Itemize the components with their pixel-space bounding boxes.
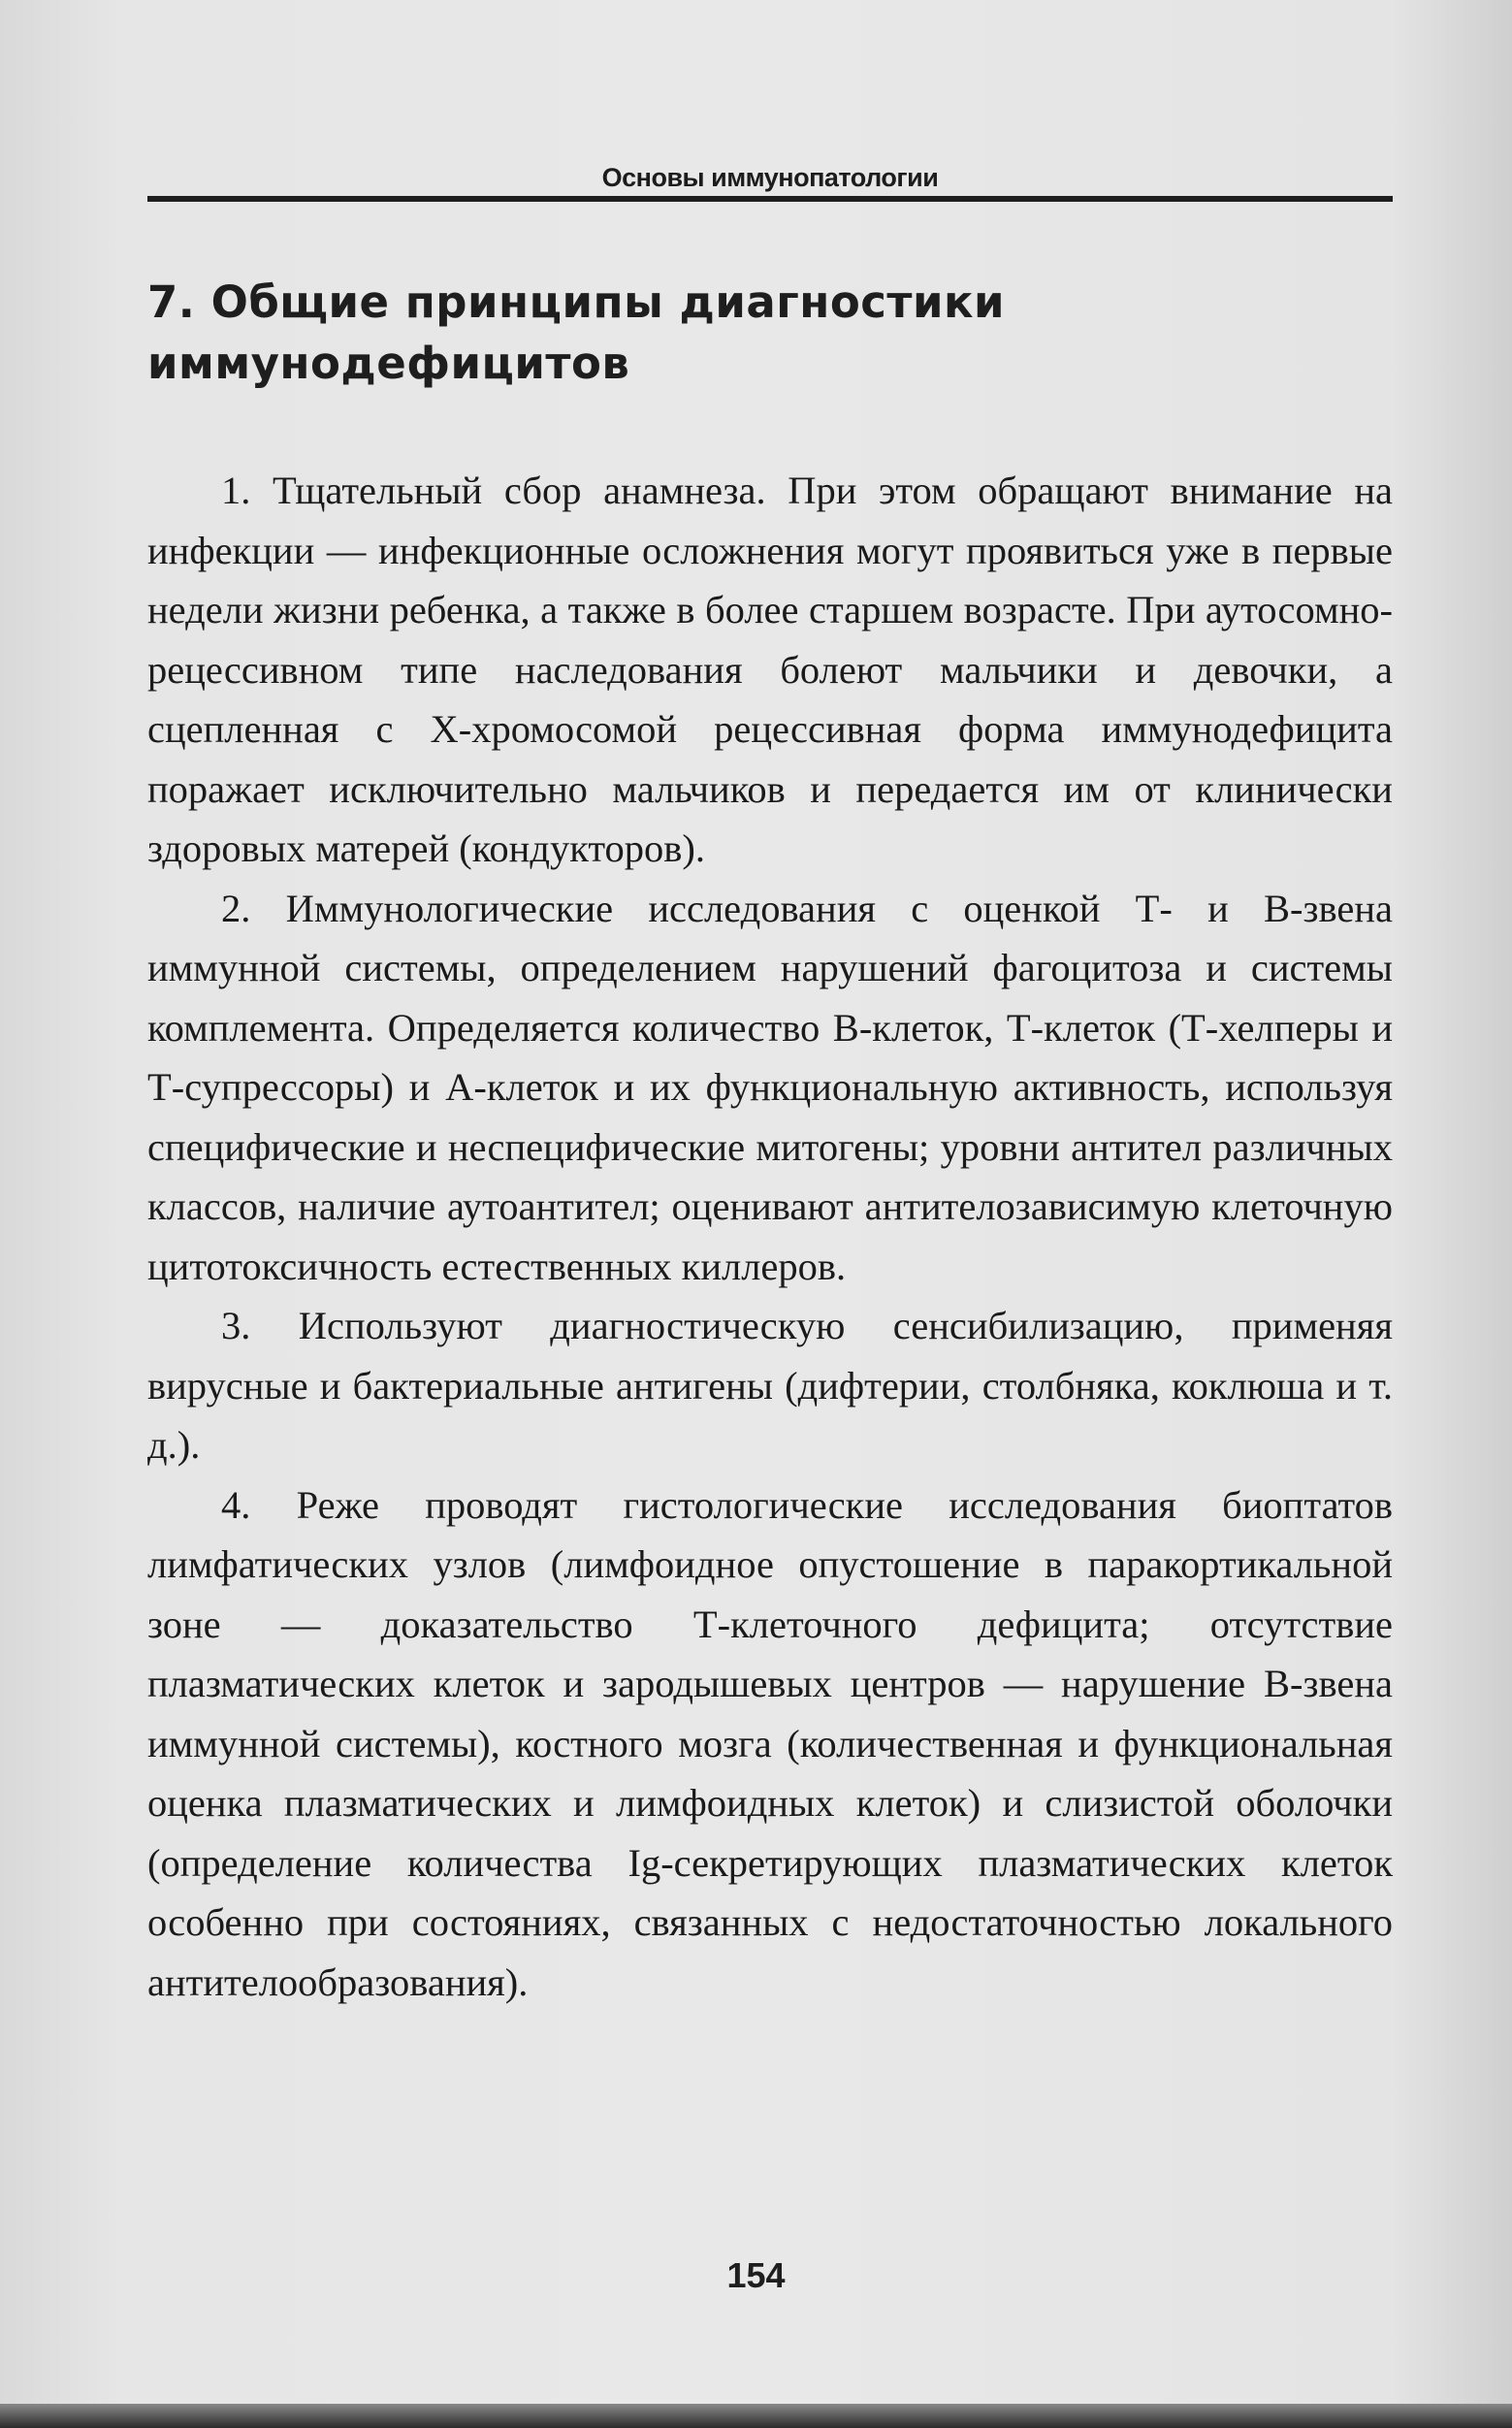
page-header bbox=[147, 157, 1393, 206]
paragraph-immunologic-tests: 2. Иммунологические исследования с оценкой Т- и В-звена иммунной системы, определением нарушений фагоцитоза и системы комплемента. Определяется количество В-клеток, Т-клеток (Т-хелперы и Т-супрессоры) и А-клеток и их функциональную активность, используя специфические и неспецифические митогены; уровни антител различных классов, наличие аутоантител; оценивают антителозависимую клеточную цитотоксичность естественных киллеров. bbox=[147, 886, 1393, 1288]
body-text bbox=[147, 461, 1393, 2012]
scan-bottom-edge bbox=[0, 2404, 1512, 2428]
paragraph-anamnesis: 1. Тщательный сбор анамнеза. При этом обращают внимание на инфекции — инфекционные осложнения могут проявиться уже в первые недели жизни ребенка, а также в более старшем возрасте. При аутосомно-рецессивном типе наследования болеют мальчики и девочки, а сцепленная с Х-хромосомой рецессивная форма иммунодефицита поражает исключительно мальчиков и передается им от клинически здоровых матерей (кондукторов). bbox=[147, 469, 1393, 870]
chapter-title: 7. Общие принципы диагностики иммунодефицитов bbox=[147, 276, 1006, 389]
header-rule bbox=[147, 196, 1393, 202]
running-head: Основы иммунопатологии bbox=[601, 163, 939, 192]
paragraph-histology: 4. Реже проводят гистологические исследования биоптатов лимфатических узлов (лимфоидное опустошение в паракортикальной зоне — доказательство Т-клеточного дефицита; отсутствие плазматических клеток и зародышевых центров — нарушение В-звена иммунной системы), костного мозга (количественная и функциональная оценка плазматических и лимфоидных клеток) и слизистой оболочки (определение количества Ig-секретирующих плазматических клеток особенно при состояниях, связанных с недостаточностью локального антителообразования). bbox=[147, 1482, 1393, 2004]
paragraph-sensitization: 3. Используют диагностическую сенсибилизацию, применяя вирусные и бактериальные антигены (дифтерии, столбняка, коклюша и т. д.). bbox=[147, 1304, 1393, 1467]
page-number: 154 bbox=[726, 2255, 786, 2295]
